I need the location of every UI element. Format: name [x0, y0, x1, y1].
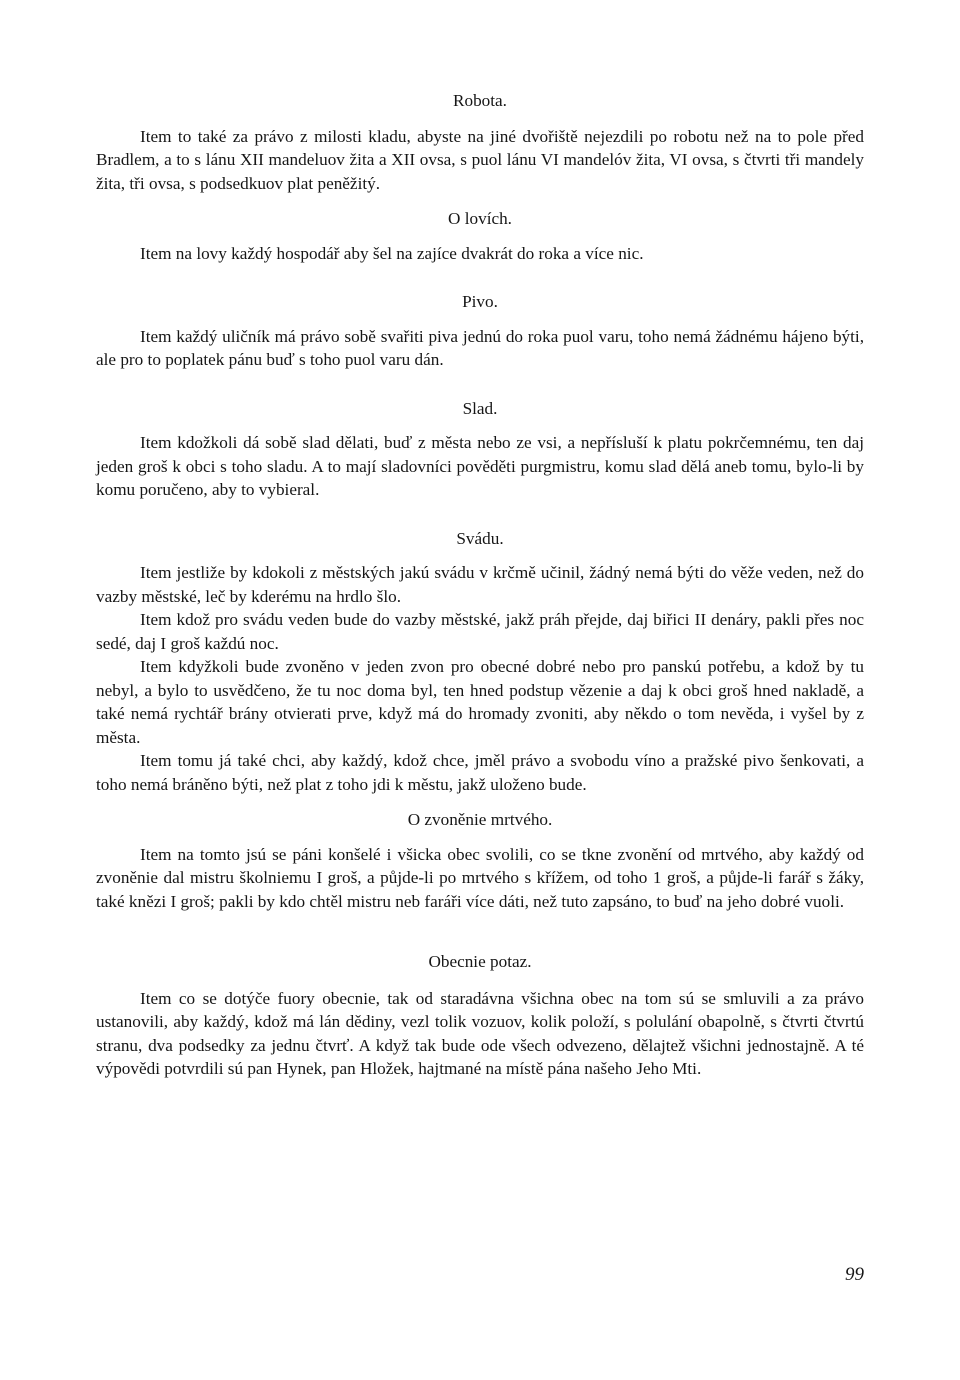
section-heading-obecnie-potaz: Obecnie potaz.: [428, 952, 532, 971]
paragraph: Item co se dotýče fuory obecnie, tak od staradávna všichna obec na tom sú se smluvili a za právo ustanovili, aby každý, kdož má lán dědiny, vezl tolik vozuov, kolik položí, s polulání obapolně, s čtvrti čtvrtú stranu, dva podsedky za jednu čtvrť. A když tak bude ode všech odvezeno, dělajtež všichni jednostajně. A té výpovědi potvrdili sú pan Hynek, pan Hložek, hajtmané na místě pána našeho Jeho Mti.: [96, 988, 864, 1078]
paragraph: Item každý uličník má právo sobě svařiti piva jednú do roka puol varu, toho nemá žádnému hájeno býti, ale pro to poplatek pánu buď s toho puol varu dán.: [96, 326, 864, 369]
document-page: [96, 0, 864, 1380]
section-heading-slad: Slad.: [462, 398, 498, 418]
paragraph: Item na lovy každý hospodář aby šel na zajíce dvakrát do roka a více nic.: [140, 243, 644, 263]
paragraph: Item na tomto jsú se páni konšelé i všicka obec svolili, co se tkne zvonění od mrtvého, aby každý od zvoněnie dal mistru školniemu I groš, a půjde-li po mrtvého s křížem, od toho 1 groš, a půjde-li farář s žáky, také knězi I groš; pakli by kdo chtěl mistru neb faráři více dáti, než tuto zapsáno, to buď na jeho dobré vuoli.: [96, 844, 864, 911]
section-heading-o-lovich: O lovích.: [448, 209, 512, 228]
paragraph: Item tomu já také chci, aby každý, kdož chce, jměl právo a svobodu víno a pražské pivo šenkovati, a toho nemá bráněno býti, než plat z toho jdi k městu, jakž uloženo bude.: [96, 751, 864, 794]
paragraph: Item kdožkoli dá sobě slad dělati, buď z města nebo ze vsi, a nepřísluší k platu pokrčemnému, ten daj jeden groš k obci s toho sladu. A to mají sladovníci pověděti purgmistru, komu slad dělá aneb tomu, bylo-li by komu poručeno, aby to vybieral.: [96, 433, 864, 499]
paragraph: Item kdyžkoli bude zvoněno v jeden zvon pro obecné dobré nebo pro panskú potřebu, a kdož by tu nebyl, a bylo to usvědčeno, že tu noc doma byl, ten hned podstup vězenie a daj k obci groš hned nakladě, a také nemá rychtář brány otvierati prve, když má do hromady zvoniti, aby někdo o tom nevěda, i vyšel by z města.: [96, 657, 864, 747]
section-heading-robota: Robota.: [453, 91, 507, 110]
section-heading-svadu: Svádu.: [456, 528, 504, 548]
section-heading-pivo: Pivo.: [462, 292, 498, 311]
paragraph: Item kdož pro svádu veden bude do vazby městské, jakž práh přejde, daj biřici II denáry, pakli přes noc sedé, daj I groš každú noc.: [96, 610, 864, 653]
section-heading-o-zvoneni-mrtveho: O zvoněnie mrtvého.: [407, 810, 553, 829]
paragraph: Item jestliže by kdokoli z městských jakú svádu v krčmě učinil, žádný nemá býti do věže veden, než do vazby městské, leč by kderému na hrdlo šlo.: [96, 563, 864, 606]
paragraph: Item to také za právo z milosti kladu, abyste na jiné dvořiště nejezdili po robotu než na to pole před Bradlem, a to s lánu XII mandeluov žita a XII ovsa, s puol lánu VI mandelóv žita, VI ovsa, s čtvrti tři mandely žita, tři ovsa, s podsedkuov plat peněžitý.: [96, 126, 864, 193]
page-number: 99: [845, 1264, 864, 1285]
